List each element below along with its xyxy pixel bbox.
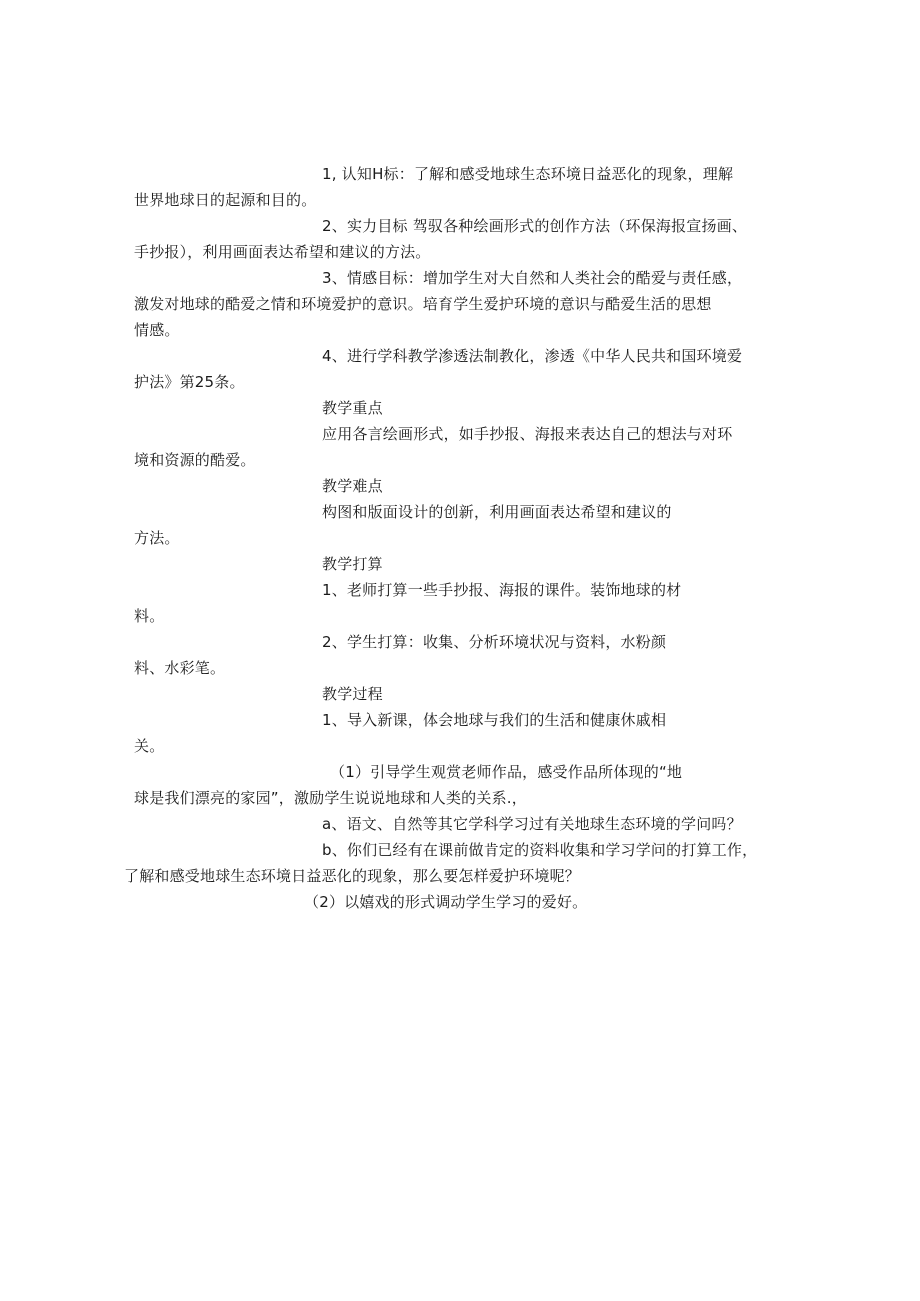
text-line: （2）以嬉戏的形式调动学生学习的爱好。 xyxy=(304,893,588,911)
text-line: 料。 xyxy=(134,607,165,625)
text-line: 情感。 xyxy=(134,321,180,339)
text-line: 2、学生打算：收集、分析环境状况与资料，水粉颜 xyxy=(322,633,667,651)
text-line: 1、导入新课，体会地球与我们的生活和健康休戚相 xyxy=(322,711,667,729)
text-line: 球是我们漂亮的家园”，激励学生说说地球和人类的关系.， xyxy=(134,789,527,807)
text-line: 构图和版面设计的创新，利用画面表达希望和建议的 xyxy=(322,503,672,521)
text-line: 境和资源的酷爱。 xyxy=(134,451,256,469)
text-line: 4、进行学科教学渗透法制教化，渗透《中华人民共和国环境爱 xyxy=(322,347,743,365)
text-line: 3、情感目标：增加学生对大自然和人类社会的酷爱与责任感， xyxy=(322,269,743,287)
text-line: 2、实力目标 驾驭各种绘画形式的创作方法（环保海报宣扬画、 xyxy=(322,217,748,235)
text-line: b、你们已经有在课前做肯定的资料收集和学习学问的打算工作， xyxy=(322,841,758,859)
text-line: （1）引导学生观赏老师作品，感受作品所体现的“地 xyxy=(330,763,683,781)
text-line: 1、老师打算一些手抄报、海报的课件。装饰地球的材 xyxy=(322,581,682,599)
text-line: 应用各言绘画形式，如手抄报、海报来表达自己的想法与对环 xyxy=(322,425,733,443)
section-heading: 教学难点 xyxy=(322,477,383,495)
text-line: a、语文、自然等其它学科学习过有关地球生态环境的学问吗？ xyxy=(322,815,742,833)
section-heading: 教学重点 xyxy=(322,399,383,417)
text-line: 激发对地球的酷爱之情和环境爱护的意识。培育学生爱护环境的意识与酷爱生活的思想 xyxy=(134,295,712,313)
text-line: 手抄报），利用画面表达希望和建议的方法。 xyxy=(134,243,431,261)
text-line: 1, 认知H标：了解和感受地球生态环境日益恶化的现象，理解 xyxy=(322,165,734,183)
text-line: 方法。 xyxy=(134,529,180,547)
text-line: 护法》第25条。 xyxy=(134,373,245,391)
text-line: 世界地球日的起源和目的。 xyxy=(134,191,317,209)
text-line: 料、水彩笔。 xyxy=(134,659,226,677)
section-heading: 教学打算 xyxy=(322,555,383,573)
text-line: 关。 xyxy=(134,737,165,755)
text-line: 了解和感受地球生态环境日益恶化的现象，那么要怎样爱护环境呢？ xyxy=(124,867,581,885)
section-heading: 教学过程 xyxy=(322,685,383,703)
